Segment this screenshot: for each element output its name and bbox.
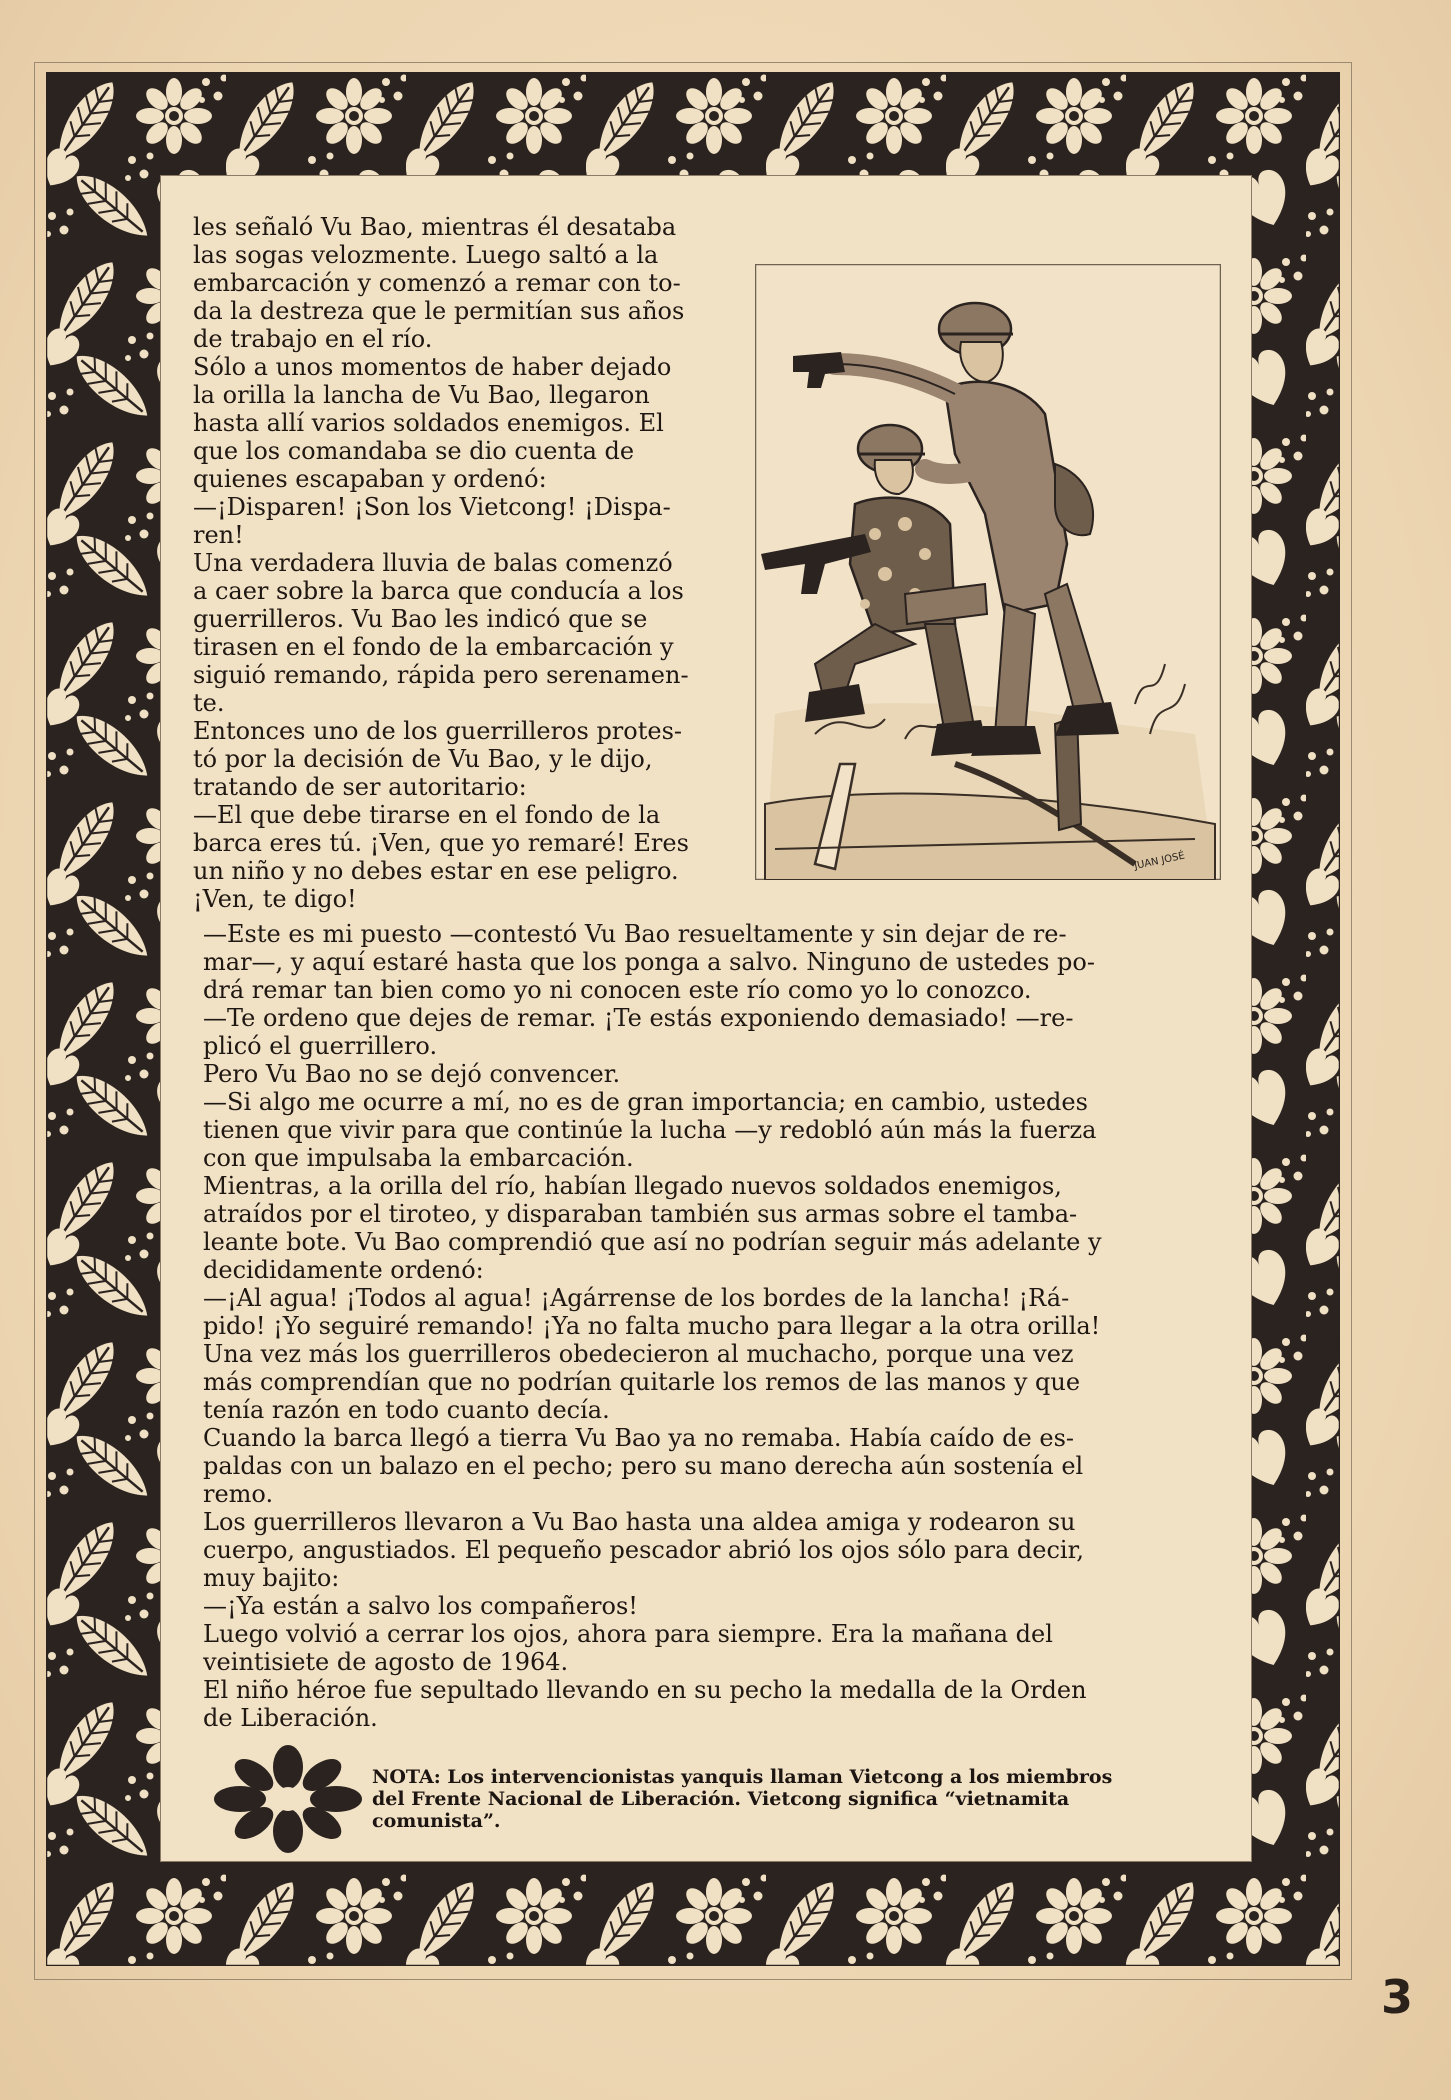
article-line: decididamente ordenó: bbox=[203, 1256, 484, 1284]
article-line: —¡Disparen! ¡Son los Vietcong! ¡Dispa- bbox=[193, 493, 671, 521]
page-number: 3 bbox=[1380, 1970, 1413, 2024]
article-line: —Este es mi puesto —contestó Vu Bao resueltamente y sin dejar de re- bbox=[203, 920, 1067, 948]
article-line: Luego volvió a cerrar los ojos, ahora para siempre. Era la mañana del bbox=[203, 1620, 1053, 1648]
article-line: muy bajito: bbox=[203, 1564, 340, 1592]
article-line: Los guerrilleros llevaron a Vu Bao hasta una aldea amiga y rodearon su bbox=[203, 1508, 1076, 1536]
article-line: Sólo a unos momentos de haber dejado bbox=[193, 353, 672, 381]
article-line: tenía razón en todo cuanto decía. bbox=[203, 1396, 610, 1424]
article-line: tienen que vivir para que continúe la lucha —y redobló aún más la fuerza bbox=[203, 1116, 1097, 1144]
article-line: quienes escapaban y ordenó: bbox=[193, 465, 547, 493]
article-line: guerrilleros. Vu Bao les indicó que se bbox=[193, 605, 648, 633]
article-line: —Te ordeno que dejes de remar. ¡Te estás exponiendo demasiado! —re- bbox=[203, 1004, 1074, 1032]
article-line: —El que debe tirarse en el fondo de la bbox=[193, 801, 661, 829]
article-line: con que impulsaba la embarcación. bbox=[203, 1144, 634, 1172]
footnote-line: del Frente Nacional de Liberación. Vietcong significa “vietnamita bbox=[372, 1788, 1070, 1810]
article-line: hasta allí varios soldados enemigos. El bbox=[193, 409, 664, 437]
article-line: atraídos por el tiroteo, y disparaban también sus armas sobre el tamba- bbox=[203, 1200, 1078, 1228]
article-line: veintisiete de agosto de 1964. bbox=[203, 1648, 569, 1676]
article-line: leante bote. Vu Bao comprendió que así no podrían seguir más adelante y bbox=[203, 1228, 1102, 1256]
article-line: siguió remando, rápida pero serenamen- bbox=[193, 661, 689, 689]
article-line: ¡Ven, te digo! bbox=[193, 885, 357, 913]
article-line: cuerpo, angustiados. El pequeño pescador abrió los ojos sólo para decir, bbox=[203, 1536, 1085, 1564]
flower-icon bbox=[214, 1744, 362, 1854]
article-line: te. bbox=[193, 689, 225, 717]
article-line: pido! ¡Yo seguiré remando! ¡Ya no falta mucho para llegar a la otra orilla! bbox=[203, 1312, 1101, 1340]
article-line: más comprendían que no podrían quitarle los remos de las manos y que bbox=[203, 1368, 1081, 1396]
article-line: remo. bbox=[203, 1480, 274, 1508]
article-line: plicó el guerrillero. bbox=[203, 1032, 438, 1060]
soldiers-illustration bbox=[755, 264, 1221, 880]
article-line: Mientras, a la orilla del río, habían llegado nuevos soldados enemigos, bbox=[203, 1172, 1062, 1200]
article-line: —Si algo me ocurre a mí, no es de gran importancia; en cambio, ustedes bbox=[203, 1088, 1088, 1116]
article-line: un niño y no debes estar en ese peligro. bbox=[193, 857, 679, 885]
article-line: da la destreza que le permitían sus años bbox=[193, 297, 685, 325]
article-line: Una verdadera lluvia de balas comenzó bbox=[193, 549, 673, 577]
article-line: de Liberación. bbox=[203, 1704, 378, 1732]
article-line: El niño héroe fue sepultado llevando en su pecho la medalla de la Orden bbox=[203, 1676, 1087, 1704]
article-line: Pero Vu Bao no se dejó convencer. bbox=[203, 1060, 621, 1088]
article-line: les señaló Vu Bao, mientras él desataba bbox=[193, 213, 677, 241]
article-line: Una vez más los guerrilleros obedecieron al muchacho, porque una vez bbox=[203, 1340, 1074, 1368]
article-line: tirasen en el fondo de la embarcación y bbox=[193, 633, 674, 661]
article-line: Entonces uno de los guerrilleros protes- bbox=[193, 717, 682, 745]
article-line: drá remar tan bien como yo ni conocen este río como yo lo conozco. bbox=[203, 976, 1032, 1004]
article-line: a caer sobre la barca que conducía a los bbox=[193, 577, 684, 605]
article-line: ren! bbox=[193, 521, 244, 549]
illustration-signature: JUAN JOSÉ bbox=[1133, 850, 1186, 872]
article-line: Cuando la barca llegó a tierra Vu Bao ya no remaba. Había caído de es- bbox=[203, 1424, 1075, 1452]
article-line: la orilla la lancha de Vu Bao, llegaron bbox=[193, 381, 650, 409]
article-line: —¡Ya están a salvo los compañeros! bbox=[203, 1592, 638, 1620]
footnote-line: NOTA: Los intervencionistas yanquis llaman Vietcong a los miembros bbox=[372, 1766, 1113, 1788]
article-line: tratando de ser autoritario: bbox=[193, 773, 527, 801]
article-line: paldas con un balazo en el pecho; pero su mano derecha aún sostenía el bbox=[203, 1452, 1084, 1480]
article-line: embarcación y comenzó a remar con to- bbox=[193, 269, 681, 297]
article-line: barca eres tú. ¡Ven, que yo remaré! Eres bbox=[193, 829, 689, 857]
footnote-line: comunista”. bbox=[372, 1810, 501, 1832]
article-line: las sogas velozmente. Luego saltó a la bbox=[193, 241, 659, 269]
article-line: —¡Al agua! ¡Todos al agua! ¡Agárrense de los bordes de la lancha! ¡Rá- bbox=[203, 1284, 1070, 1312]
article-line: mar—, y aquí estaré hasta que los ponga a salvo. Ninguno de ustedes po- bbox=[203, 948, 1095, 976]
article-line: de trabajo en el río. bbox=[193, 325, 433, 353]
article-line: que los comandaba se dio cuenta de bbox=[193, 437, 635, 465]
article-line: tó por la decisión de Vu Bao, y le dijo, bbox=[193, 745, 653, 773]
